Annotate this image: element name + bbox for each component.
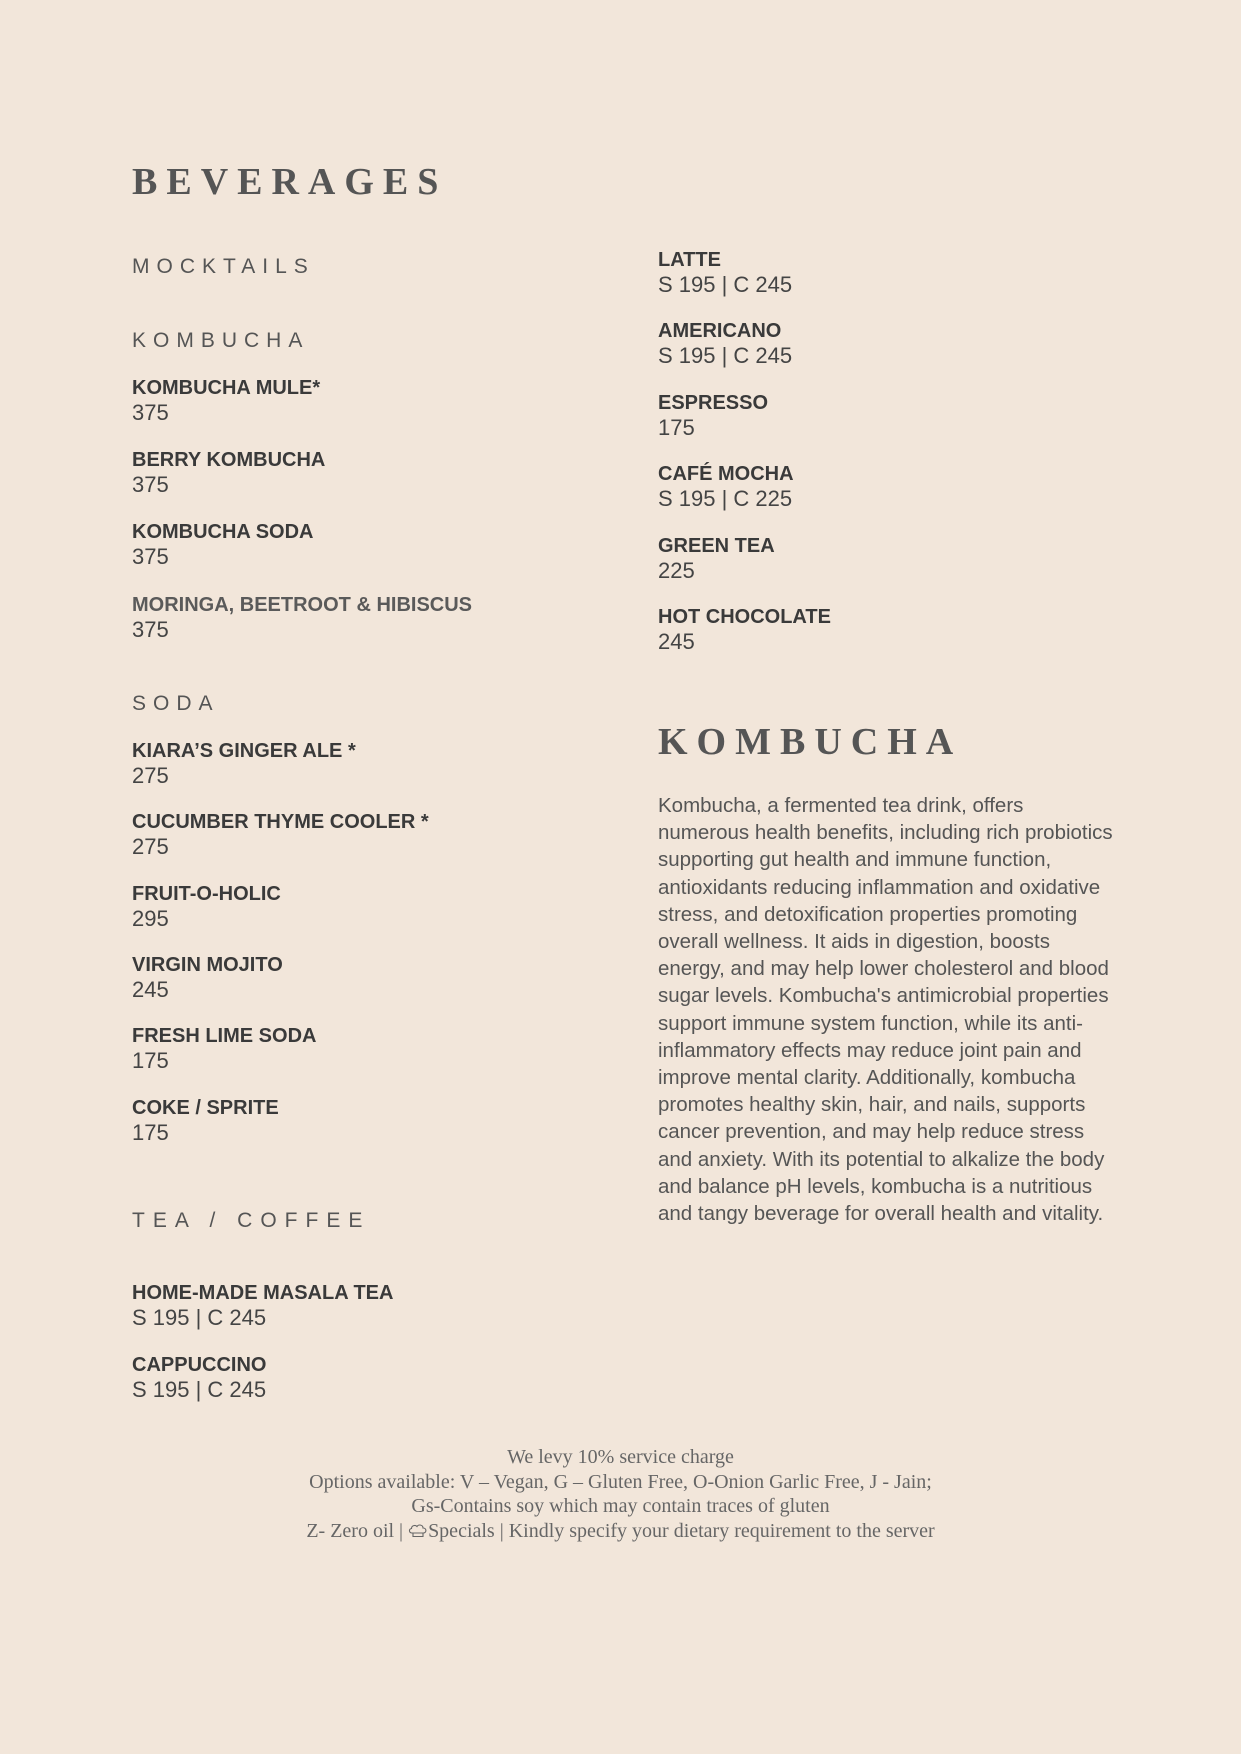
menu-item-price: S 195 | C 225 [658, 486, 793, 511]
menu-item-name: CAPPUCCINO [132, 1354, 267, 1376]
menu-item-price: 375 [132, 617, 169, 642]
menu-item-name: HOME-MADE MASALA TEA [132, 1282, 394, 1304]
menu-item-price: 245 [132, 977, 169, 1002]
menu-item-price: S 195 | C 245 [132, 1305, 267, 1330]
menu-item-name: COKE / SPRITE [132, 1097, 279, 1119]
menu-item [132, 593, 472, 642]
zero-oil-note: Z- Zero oil | [306, 1519, 409, 1542]
menu-item-price: S 195 | C 245 [132, 1377, 267, 1402]
kombucha-info-title: KOMBUCHA [658, 721, 963, 763]
menu-item-name: VIRGIN MOJITO [132, 954, 283, 976]
menu-item [132, 448, 325, 497]
section-heading-mocktails: MOCKTAILS [132, 255, 315, 278]
chef-hat-icon [408, 1520, 428, 1534]
menu-item [132, 810, 429, 859]
menu-item [132, 953, 283, 1002]
menu-item [658, 319, 792, 368]
menu-item [658, 462, 794, 511]
menu-item-price: 175 [658, 415, 695, 440]
menu-item-price: 275 [132, 763, 169, 788]
menu-item-price: 375 [132, 544, 169, 569]
menu-item [132, 882, 281, 931]
menu-item-name: FRESH LIME SODA [132, 1025, 317, 1047]
section-heading-tea-coffee: TEA / COFFEE [132, 1209, 371, 1232]
section-heading-kombucha: KOMBUCHA [132, 329, 310, 352]
menu-item-name: ESPRESSO [658, 392, 769, 414]
menu-item-name: CAFÉ MOCHA [658, 463, 794, 485]
menu-item-price: 245 [658, 629, 695, 654]
soy-gluten-note: Gs-Contains soy which may contain traces of gluten [411, 1495, 830, 1517]
section-heading-soda: SODA [132, 692, 220, 715]
menu-item-price: 175 [132, 1120, 169, 1145]
menu-item [132, 1096, 279, 1145]
menu-item [132, 739, 356, 788]
menu-item-name: MORINGA, BEETROOT & HIBISCUS [132, 594, 473, 616]
menu-item-name: LATTE [658, 249, 721, 271]
menu-item [658, 248, 792, 297]
menu-item [132, 1024, 316, 1073]
menu-item [132, 1353, 266, 1402]
menu-item [658, 391, 768, 440]
dietary-legend-line [0, 1519, 1241, 1544]
menu-item-name: GREEN TEA [658, 535, 775, 557]
dietary-requirement-note: Kindly specify your dietary requirement to the server [508, 1519, 935, 1542]
menu-item-price: 275 [132, 834, 169, 859]
menu-item-name: HOT CHOCOLATE [658, 606, 831, 628]
service-charge-note: We levy 10% service charge [507, 1446, 734, 1468]
menu-item-name: FRUIT-O-HOLIC [132, 883, 281, 905]
menu-item [658, 534, 775, 583]
menu-item-price: 295 [132, 906, 169, 931]
dietary-options-note: Options available: V – Vegan, G – Gluten Free, O-Onion Garlic Free, J - Jain; [309, 1470, 932, 1493]
footer-notes [0, 1445, 1241, 1543]
menu-item-price: S 195 | C 245 [658, 343, 793, 368]
menu-item-name: CUCUMBER THYME COOLER * [132, 811, 429, 833]
menu-item-price: 375 [132, 400, 169, 425]
specials-note: Specials | [428, 1519, 509, 1542]
menu-item-name: KIARA’S GINGER ALE * [132, 740, 356, 762]
menu-item [132, 1281, 393, 1330]
kombucha-info-body: Kombucha, a fermented tea drink, offers numerous health benefits, including rich probiotics supporting gut health and immune function, antioxidants reducing inflammation and oxidative stress, and detoxification properties promoting overall wellness. It aids in digestion, boosts energy, and may help lower cholesterol and blood sugar levels. Kombucha's antimicrobial properties support immune system function, while its anti-inflammatory effects may reduce joint pain and improve mental clarity. Additionally, kombucha promotes healthy skin, hair, and nails, supports cancer prevention, and may help reduce stress and anxiety. With its potential to alkalize the body and balance pH levels, kombucha is a nutritious and tangy beverage for overall health and vitality. [658, 794, 1113, 1226]
menu-item-price: S 195 | C 245 [658, 272, 793, 297]
menu-item-name: KOMBUCHA MULE* [132, 377, 321, 399]
menu-item-name: AMERICANO [658, 320, 782, 342]
menu-item-price: 175 [132, 1048, 169, 1073]
menu-item-name: KOMBUCHA SODA [132, 521, 314, 543]
menu-item [658, 605, 831, 654]
menu-item-price: 225 [658, 558, 695, 583]
menu-item [132, 376, 320, 425]
page-title: BEVERAGES [132, 161, 448, 203]
menu-item-name: BERRY KOMBUCHA [132, 449, 326, 471]
menu-item-price: 375 [132, 472, 169, 497]
menu-item [132, 520, 313, 569]
